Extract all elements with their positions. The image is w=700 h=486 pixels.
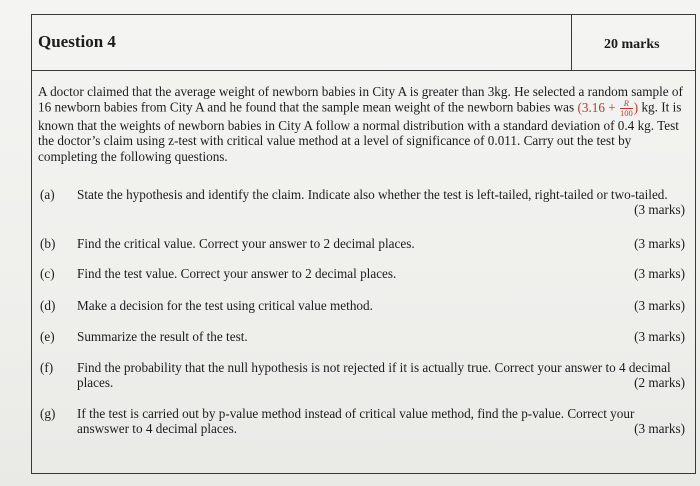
part-label: (g)	[40, 406, 56, 421]
question-header	[32, 15, 695, 71]
intro-text-before: A doctor claimed that the average weight of newborn babies in City A is greater than 3kg. He selected a random sample of 16 newborn babies from City A and he found that the sample mean weight of the newborn babies was	[38, 84, 683, 115]
part-label: (b)	[40, 236, 56, 251]
mean-fraction	[620, 99, 633, 118]
question-title: Question 4	[38, 32, 116, 51]
fraction-numerator: R	[620, 99, 633, 109]
mean-close: )	[633, 99, 639, 115]
part-label: (f)	[40, 360, 54, 375]
part-label: (a)	[40, 187, 55, 202]
part-marks: (3 marks)	[634, 202, 685, 217]
part-text: Find the probability that the null hypothesis is not rejected if it is actually true. Correct your answer to 4 decimal places.	[77, 360, 671, 391]
sample-mean-expression	[577, 98, 639, 119]
part-label: (c)	[40, 266, 55, 281]
part-text: State the hypothesis and identify the claim. Indicate also whether the test is left-tailed, right-tailed or two-tailed.	[77, 187, 668, 202]
part-text: If the test is carried out by p-value method instead of critical value method, find the p-value. Correct your answswer to 4 decimal places.	[77, 406, 635, 437]
fraction-denominator: 100	[619, 108, 633, 119]
header-divider	[571, 15, 572, 71]
question-box	[31, 14, 696, 474]
part-marks: (3 marks)	[634, 421, 685, 436]
part-label: (d)	[40, 298, 56, 313]
part-text: Find the critical value. Correct your answer to 2 decimal places.	[77, 236, 415, 251]
part-text: Make a decision for the test using critical value method.	[77, 298, 373, 313]
part-text: Summarize the result of the test.	[77, 329, 248, 344]
part-marks: (3 marks)	[634, 266, 685, 281]
intro-text-after: kg. It is known that the weights of newborn babies in City A follow a normal distribution with a standard deviation of 0.4 kg. Test the doctor’s claim using z-test with critical value method at a level of significance of 0.011. Carry out the test by completing the following questions.	[38, 99, 682, 164]
part-marks: (3 marks)	[634, 236, 685, 251]
mean-open: (3.16 +	[577, 99, 619, 115]
part-marks: (3 marks)	[634, 329, 685, 344]
part-marks: (2 marks)	[634, 375, 685, 390]
part-marks: (3 marks)	[634, 298, 685, 313]
question-total-marks: 20 marks	[604, 37, 660, 52]
part-label: (e)	[40, 329, 55, 344]
question-intro	[38, 84, 690, 164]
part-text: Find the test value. Correct your answer to 2 decimal places.	[77, 266, 397, 281]
